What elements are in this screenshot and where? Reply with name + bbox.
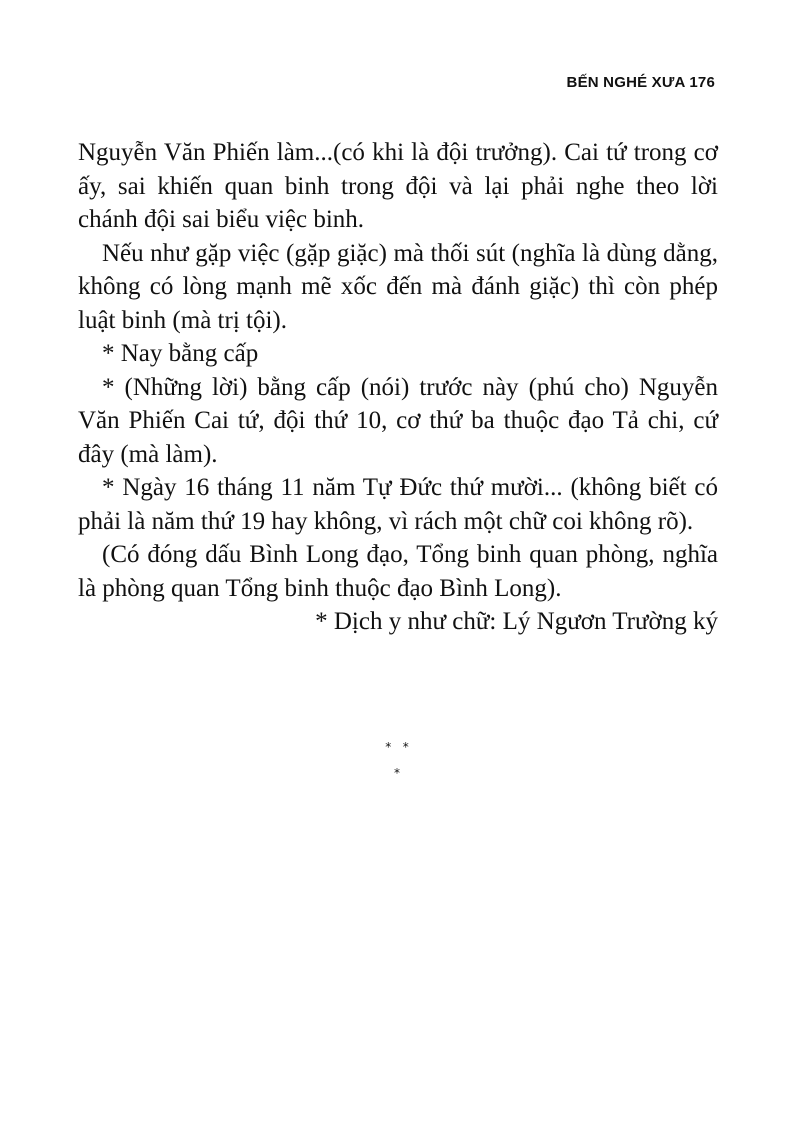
asterism-bottom-row: *: [394, 766, 400, 780]
asterism-top-row: * *: [385, 740, 409, 754]
paragraph-6: (Có đóng dấu Bình Long đạo, Tổng binh quan phòng, nghĩa là phòng quan Tổng binh thuộc đạo Bình Long).: [78, 541, 718, 602]
asterism-ornament: [377, 734, 417, 786]
paragraph-1: Nguyễn Văn Phiến làm...(có khi là đội trưởng). Cai tứ trong cơ ấy, sai khiến quan binh trong đội và lại phải nghe theo lời chánh đội sai biểu việc binh.: [78, 139, 718, 233]
translator-signature: * Dịch y như chữ: Lý Ngươn Trường ký: [315, 608, 718, 635]
body-text: [78, 136, 718, 639]
paragraph-2: Nếu như gặp việc (gặp giặc) mà thối sút (nghĩa là dùng dằng, không có lòng mạnh mẽ xốc đến mà đánh giặc) thì còn phép luật binh (mà trị tội).: [78, 239, 718, 334]
paragraph-3: * Nay bằng cấp: [102, 340, 259, 367]
paragraph-5: * Ngày 16 tháng 11 năm Tự Đức thứ mười... (không biết có phải là năm thứ 19 hay không, vì rách một chữ coi không rõ).: [78, 474, 718, 535]
running-header: BẾN NGHÉ XƯA 176: [566, 74, 715, 91]
paragraph-4: * (Những lời) bằng cấp (nói) trước này (phú cho) Nguyễn Văn Phiến Cai tứ, đội thứ 10, cơ thứ ba thuộc đạo Tả chi, cứ đây (mà làm).: [78, 373, 718, 468]
